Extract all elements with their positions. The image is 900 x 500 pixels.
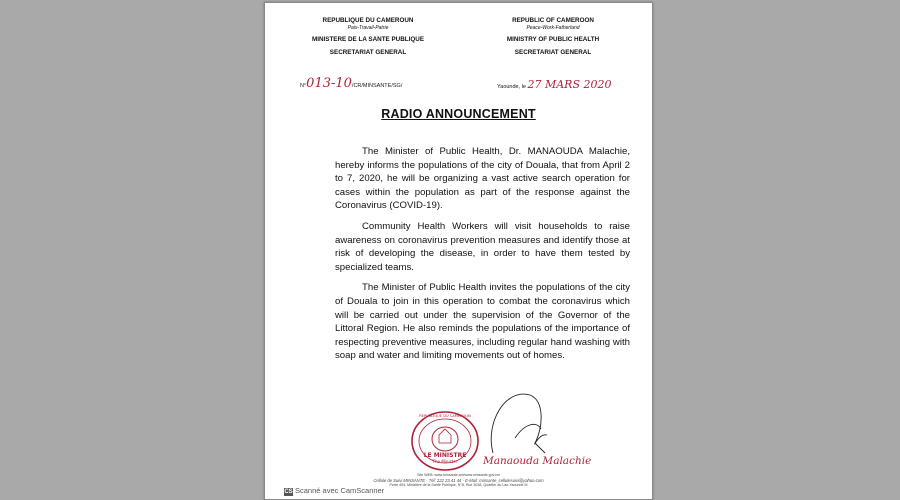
motto-en: Peace-Work-Fatherland — [526, 24, 580, 31]
announcement-body — [335, 145, 630, 370]
secretariat-en: SECRETARIAT GENERAL — [514, 48, 592, 56]
camscanner-watermark — [284, 486, 384, 496]
official-stamp — [409, 407, 483, 473]
header-french — [293, 17, 443, 57]
document-page — [264, 2, 653, 500]
date-place: Yaounde, le — [497, 84, 526, 90]
document-title: RADIO ANNOUNCEMENT — [381, 107, 536, 121]
reference-prefix: N° — [300, 83, 307, 89]
reference-handwritten: 013-10 — [306, 76, 352, 91]
header-english — [478, 17, 628, 57]
footer-contact: Cellule de Suivi MINSANTE · Tél: 222 23 41 44 · E-Mail: minsante_cellulesuivi@yahoo.com — [373, 478, 544, 483]
stamp-center-title: LE MINISTRE — [423, 452, 467, 459]
camscanner-text: Scanné avec CamScanner — [295, 486, 385, 495]
country-name-en: REPUBLIC OF CAMEROON — [512, 17, 594, 24]
country-name-fr: REPUBLIQUE DU CAMEROUN — [322, 17, 414, 24]
signature-name: Manaouda Malachie — [483, 455, 592, 467]
paragraph-3: The Minister of Public Health invites the populations of the city of Douala to join in this operation to combat the coronavirus which will be carried out under the supervision of the Governor of the Littoral Region. He also reminds the populations of the importance of respecting preventive measures, including regular hand washing with soap and water and limiting movements out of homes. — [335, 282, 630, 362]
reference-suffix: /CR/MINSANTE/SG/ — [351, 83, 403, 89]
date-handwritten: 27 MARS 2020 — [527, 78, 612, 91]
paragraph-1: The Minister of Public Health, Dr. MANAOUDA Malachie, hereby informs the populations of the city of Douala, that from April 2 to 7, 2020, he will be organizing a vast active search operation for cases within the population as part of the response against the Coronavirus (COVID-19). — [335, 146, 630, 212]
motto-fr: Paix-Travail-Patrie — [347, 24, 389, 31]
stamp-center-subtitle: The Minister — [432, 459, 458, 464]
secretariat-fr: SECRETARIAT GENERAL — [329, 48, 407, 56]
handwritten-signature — [475, 383, 555, 458]
footer-address: Porte 404, Ministère de la Santé Publique, N°8, Rue 3038, Quartier du Lac-Yaoundé III — [389, 483, 528, 487]
document-date — [497, 78, 612, 91]
stamp-ring-text: REPUBLIQUE DU CAMEROUN — [419, 414, 471, 418]
ministry-name-fr: MINISTERE DE LA SANTE PUBLIQUE — [311, 36, 425, 44]
ministry-name-en: MINISTRY OF PUBLIC HEALTH — [506, 36, 600, 44]
paragraph-2: Community Health Workers will visit households to raise awareness on coronavirus prevention measures and identify those at risk of developing the disease, in order to have them tested by specialized teams. — [335, 220, 630, 273]
camscanner-icon: CS — [284, 489, 293, 495]
footer-website: Site WEB: www.minsante.cm/www.minsante.gov.cm — [417, 473, 500, 477]
reference-number — [300, 76, 402, 91]
